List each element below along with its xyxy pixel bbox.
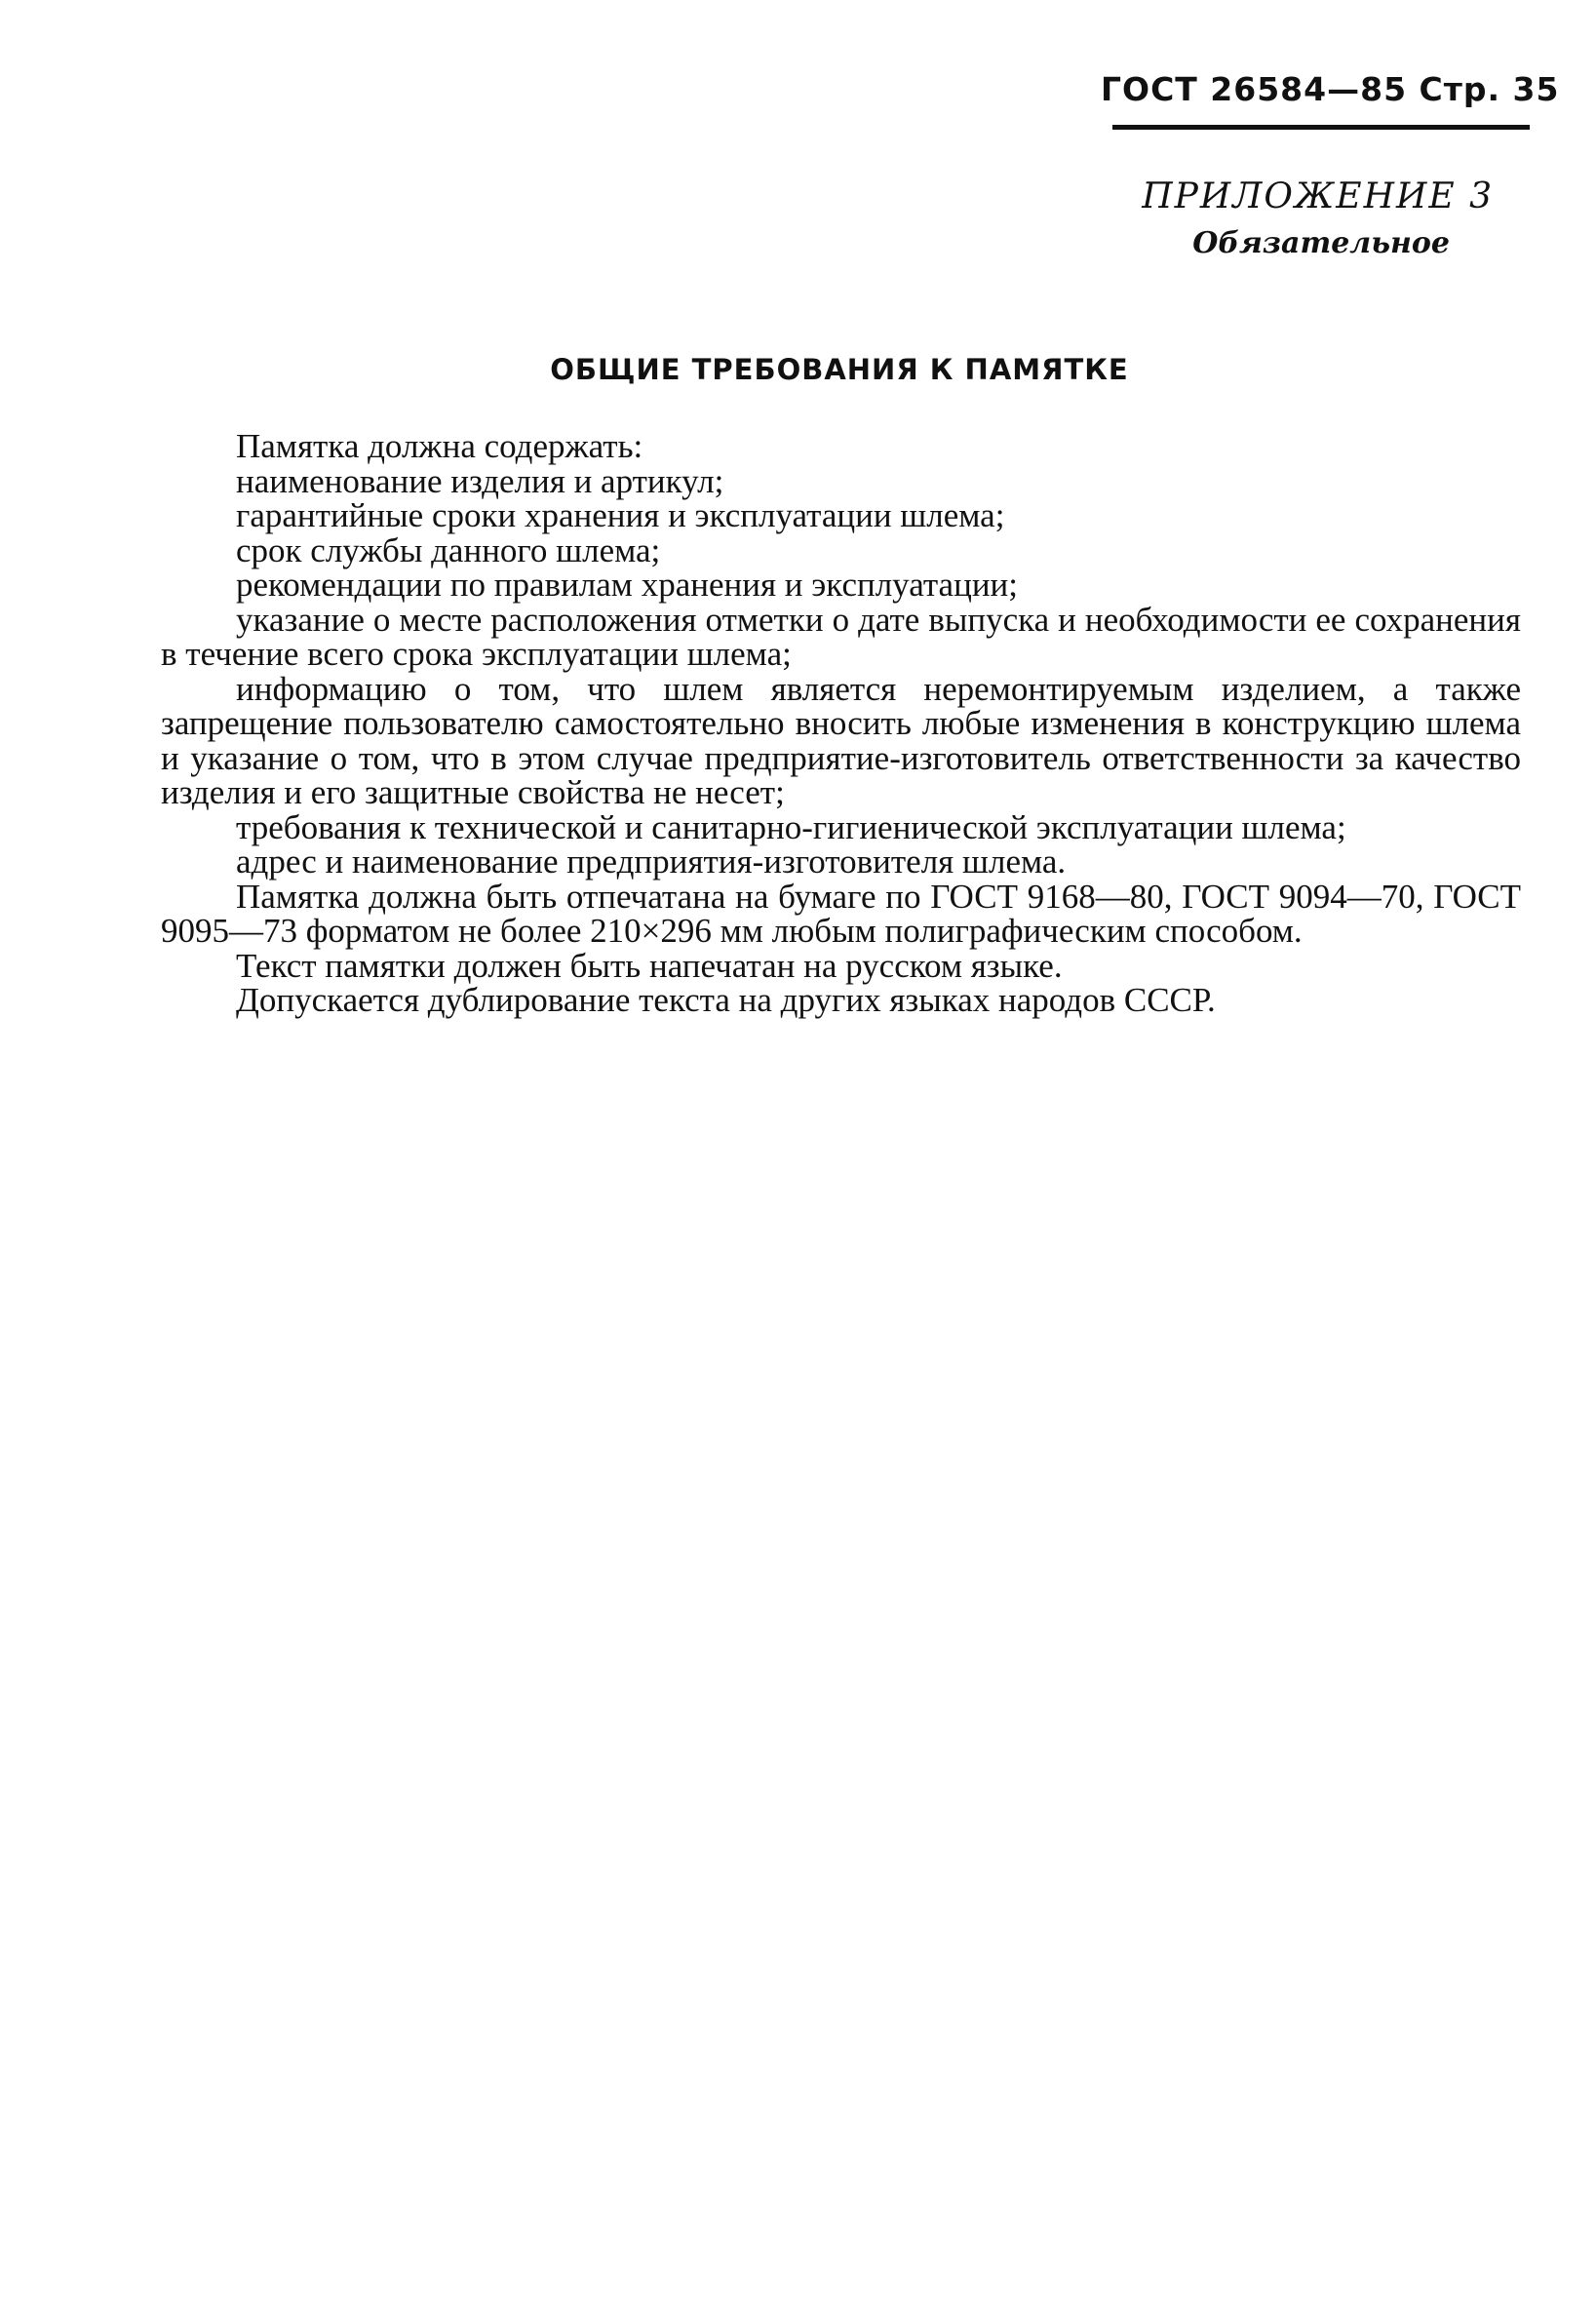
paragraph: Текст памятки должен быть напечатан на русском языке. [236, 946, 1063, 985]
paragraph: срок службы данного шлема; [236, 530, 661, 569]
section-title: ОБЩИЕ ТРЕБОВАНИЯ К ПАМЯТКЕ [550, 353, 1129, 386]
paragraph: указание о месте расположения отметки о дате выпуска и необходимости ее сохранения в течение всего срока эксплуатации шлема; [161, 600, 1521, 673]
paragraph: наименование изделия и артикул; [236, 461, 724, 500]
appendix-number: ПРИЛОЖЕНИЕ 3 [1142, 176, 1494, 216]
paragraph: Памятка должна содержать: [236, 427, 643, 465]
paragraph: требования к технической и санитарно-гигиенической эксплуатации шлема; [236, 807, 1346, 846]
paragraph: Памятка должна быть отпечатана на бумаге по ГОСТ 9168—80, ГОСТ 9094—70, ГОСТ 9095—73 форматом не более 210×296 мм любым полиграфическим способом. [161, 877, 1521, 950]
header-rule [1112, 125, 1530, 130]
body-text [161, 429, 1521, 1018]
paragraph: гарантийные сроки хранения и эксплуатации шлема; [236, 496, 1005, 534]
paragraph: информацию о том, что шлем является неремонтируемым изделием, а также запрещение пользователю самостоятельно вносить любые изменения в конструкцию шлема и указание о том, что в этом случае предприятие-изготовитель ответственности за качество изделия и его защитные свойства не несет; [161, 669, 1521, 811]
paragraph: адрес и наименование предприятия-изготовителя шлема. [236, 842, 1067, 881]
appendix-block [1006, 174, 1494, 267]
paragraph: Допускается дублирование текста на других языках народов СССР. [236, 981, 1216, 1019]
page-header: ГОСТ 26584—85 Стр. 35 [1101, 70, 1560, 108]
paragraph: рекомендации по правилам хранения и эксплуатации; [236, 566, 1019, 604]
appendix-status: Обязательное [1192, 226, 1450, 260]
